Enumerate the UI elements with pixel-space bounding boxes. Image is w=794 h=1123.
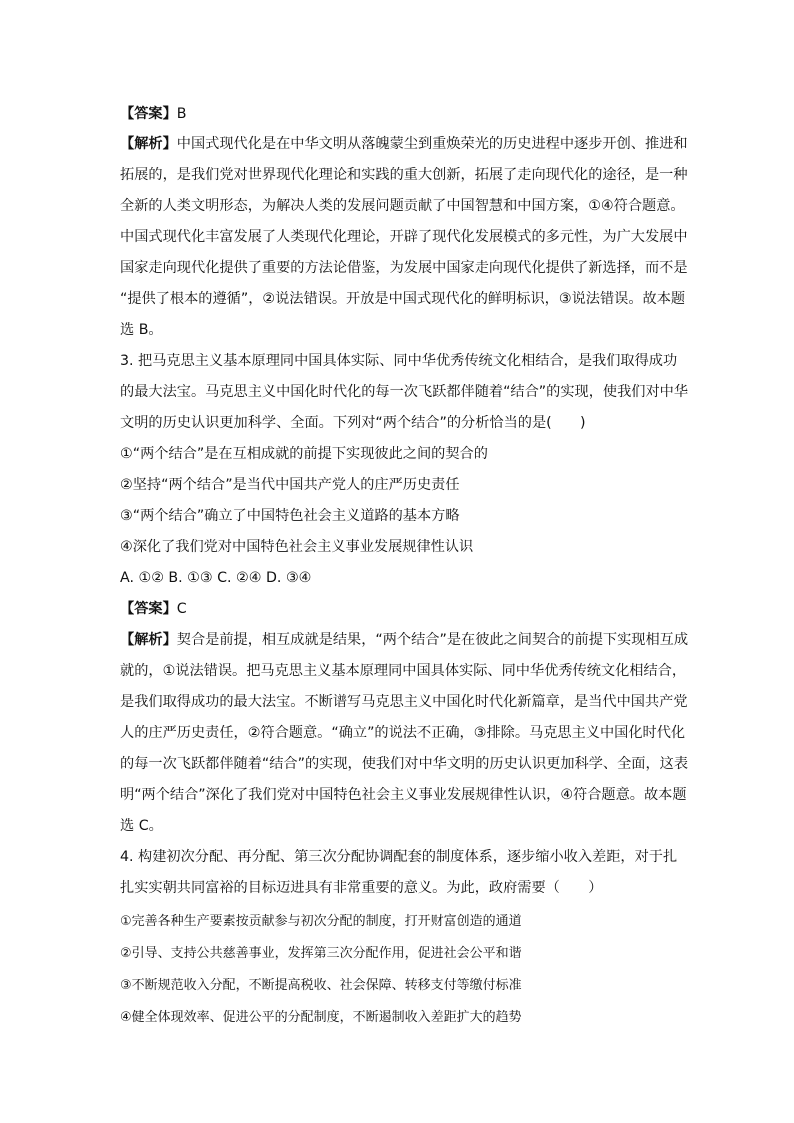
q3-stem-line: 文明的历史认识更加科学、全面。下列对“两个结合”的分析恰当的是( )	[120, 415, 586, 431]
q2-analysis-line: 拓展的，是我们党对世界现代化理论和实践的重大创新，拓展了走向现代化的途径，是一种	[120, 167, 688, 183]
q4-stem-line: 扎实实朝共同富裕的目标迈进具有非常重要的意义。为此，政府需要（ ）	[120, 880, 603, 896]
q2-analysis-line: 全新的人类文明形态，为解决人类的发展问题贡献了中国智慧和中国方案，①④符合题意。	[120, 198, 685, 214]
q3-analysis-line: 选 C。	[120, 818, 163, 834]
q2-analysis-line	[120, 134, 688, 154]
q3-analysis-line: 人的庄严历史责任，②符合题意。“确立”的说法不正确，③排除。马克思主义中国化时代化	[120, 725, 686, 741]
answer-value: C	[176, 601, 187, 617]
q3-option: ③“两个结合”确立了中国特色社会主义道路的基本方略	[120, 508, 460, 524]
q2-analysis-line: 国家走向现代化提供了重要的方法论借鉴，为发展中国家走向现代化提供了新选择，而不是	[120, 260, 688, 276]
q3-stem-line: 的最大法宝。马克思主义中国化时代化的每一次飞跃都伴随着“结合”的实现，使我们对中华	[120, 384, 689, 400]
analysis-text: 中国式现代化是在中华文明从落魄蒙尘到重焕荣光的历史进程中逐步开创、推进和	[176, 136, 688, 152]
q3-option: ②坚持“两个结合”是当代中国共产党人的庄严历史责任	[120, 477, 460, 493]
answer-tag: 【答案】	[120, 106, 177, 122]
analysis-tag: 【解析】	[120, 632, 177, 648]
q3-analysis-line: 就的，①说法错误。把马克思主义基本原理同中国具体实际、同中华优秀传统文化相结合，	[120, 663, 687, 679]
q3-analysis-line: 的每一次飞跃都伴随着“结合”的实现，使我们对中华文明的历史认识更加科学、全面，这表	[120, 756, 689, 772]
q3-analysis-line: 明“两个结合”深化了我们党对中国特色社会主义事业发展规律性认识，④符合题意。故本题	[120, 787, 687, 803]
q2-analysis-line: 选 B。	[120, 322, 163, 338]
q2-analysis-line: 中国式现代化丰富发展了人类现代化理论，开辟了现代化发展模式的多元性，为广大发展中	[120, 229, 688, 245]
q3-stem-line: 3. 把马克思主义基本原理同中国具体实际、同中华优秀传统文化相结合，是我们取得成功	[120, 353, 678, 369]
q4-stem-line: 4. 构建初次分配、再分配、第三次分配协调配套的制度体系，逐步缩小收入差距，对于扎	[120, 849, 678, 865]
q4-option: ①完善各种生产要素按贡献参与初次分配的制度，打开财富创造的通道	[120, 914, 522, 929]
q4-option: ③不断规范收入分配，不断提高税收、社会保障、转移支付等缴付标准	[120, 978, 522, 993]
q2-analysis-line: “提供了根本的遵循”，②说法错误。开放是中国式现代化的鲜明标识，③说法错误。故本题	[120, 291, 686, 307]
answer-value: B	[176, 106, 187, 122]
q4-option: ④健全体现效率、促进公平的分配制度，不断遏制收入差距扩大的趋势	[120, 1010, 522, 1025]
q3-choices: A. ①② B. ①③ C. ②④ D. ③④	[120, 570, 312, 586]
q2-answer	[120, 104, 187, 124]
analysis-tag: 【解析】	[120, 136, 177, 152]
q3-analysis-line: 是我们取得成功的最大法宝。不断谱写马克思主义中国化时代化新篇章，是当代中国共产党	[120, 694, 688, 710]
q3-analysis-line	[120, 630, 688, 650]
analysis-text: 契合是前提，相互成就是结果，“两个结合”是在彼此之间契合的前提下实现相互成	[176, 632, 689, 648]
answer-tag: 【答案】	[120, 601, 177, 617]
q4-option: ②引导、支持公共慈善事业，发挥第三次分配作用，促进社会公平和谐	[120, 946, 522, 961]
q3-option: ①“两个结合”是在互相成就的前提下实现彼此之间的契合的	[120, 446, 488, 462]
q3-option: ④深化了我们党对中国特色社会主义事业发展规律性认识	[120, 539, 474, 555]
q3-answer	[120, 599, 187, 619]
